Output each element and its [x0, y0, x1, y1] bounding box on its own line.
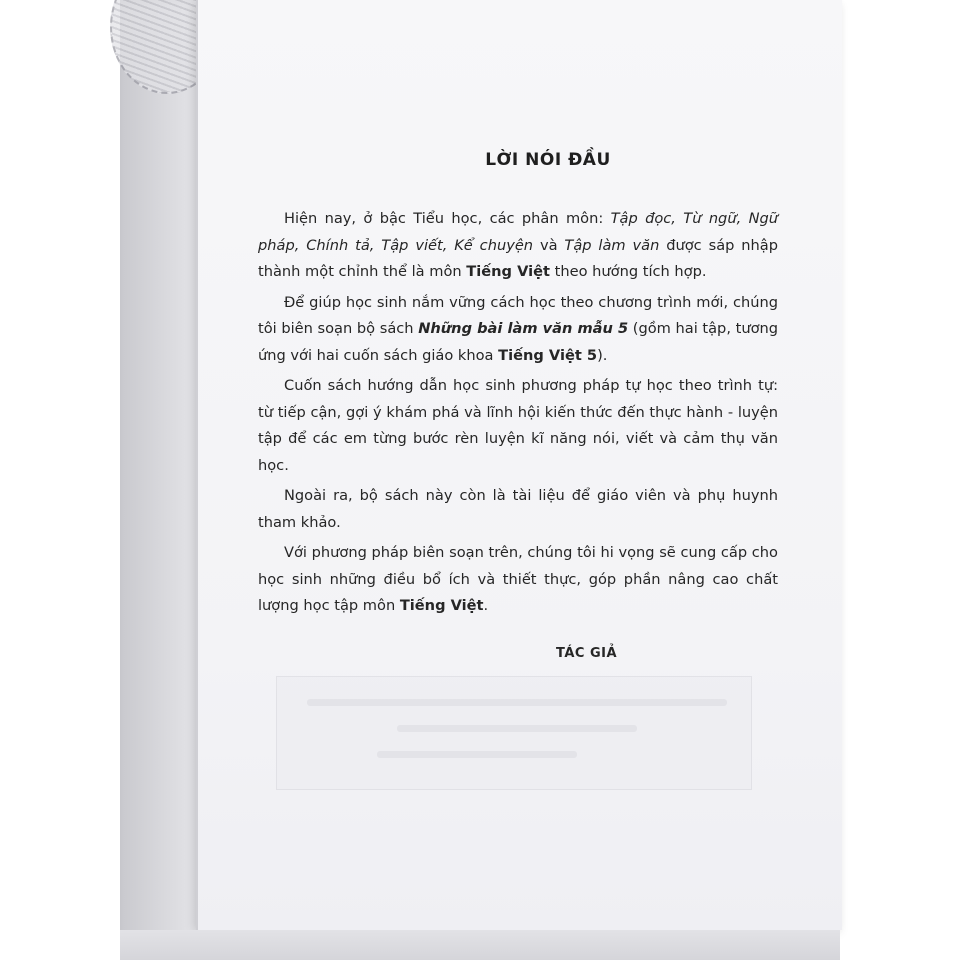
italic-text: Tập làm văn — [564, 236, 660, 254]
bold-text: Tiếng Việt — [466, 263, 550, 280]
preface-body — [258, 206, 778, 620]
bold-text: Tiếng Việt — [399, 597, 484, 614]
show-through-box — [276, 676, 752, 790]
show-through-line — [397, 725, 637, 732]
paragraph-2: Để giúp học sinh nắm vững cách học theo chương trình mới, chúng tôi biên soạn bộ sách Những bài làm văn mẫu 5 (gồm hai tập, tương ứng với hai cuốn sách giáo khoa Tiếng Việt 5). — [258, 293, 779, 364]
show-through-line — [307, 699, 727, 706]
paragraph-3: Cuốn sách hướng dẫn học sinh phương pháp tự học theo trình tự: từ tiếp cận, gợi ý khám phá và lĩnh hội kiến thức đến thực hành - luyện tập để các em từng bước rèn luyện kĩ năng nói, viết và cảm thụ văn học. — [258, 377, 778, 474]
author-signature: TÁC GIẢ — [556, 646, 618, 661]
paragraph-1: Hiện nay, ở bậc Tiểu học, các phân môn: Tập đọc, Từ ngữ, Ngữ pháp, Chính tả, Tập viết, Kể chuyện và Tập làm văn được sáp nhập thành một chỉnh thể là môn Tiếng Việt theo hướng tích hợp. — [258, 210, 778, 280]
preface-content — [258, 150, 778, 624]
bold-text: Tiếng Việt 5 — [498, 346, 598, 364]
page-title: LỜI NÓI ĐẦU — [485, 150, 611, 170]
paragraph-4: Ngoài ra, bộ sách này còn là tài liệu để giáo viên và phụ huynh tham khảo. — [258, 487, 778, 531]
italic-text: Tập đọc, Từ ngữ, Ngữ pháp, Chính tả, Tập viết, Kể chuyện — [258, 210, 778, 254]
show-through-line — [377, 751, 577, 758]
paragraph-5: Với phương pháp biên soạn trên, chúng tôi hi vọng sẽ cung cấp cho học sinh những điều bổ ích và thiết thực, góp phần nâng cao chất lượng học tập môn Tiếng Việt. — [258, 544, 778, 614]
page-bottom-edge — [120, 930, 840, 960]
bold-italic-text: Những bài làm văn mẫu 5 — [418, 320, 629, 337]
